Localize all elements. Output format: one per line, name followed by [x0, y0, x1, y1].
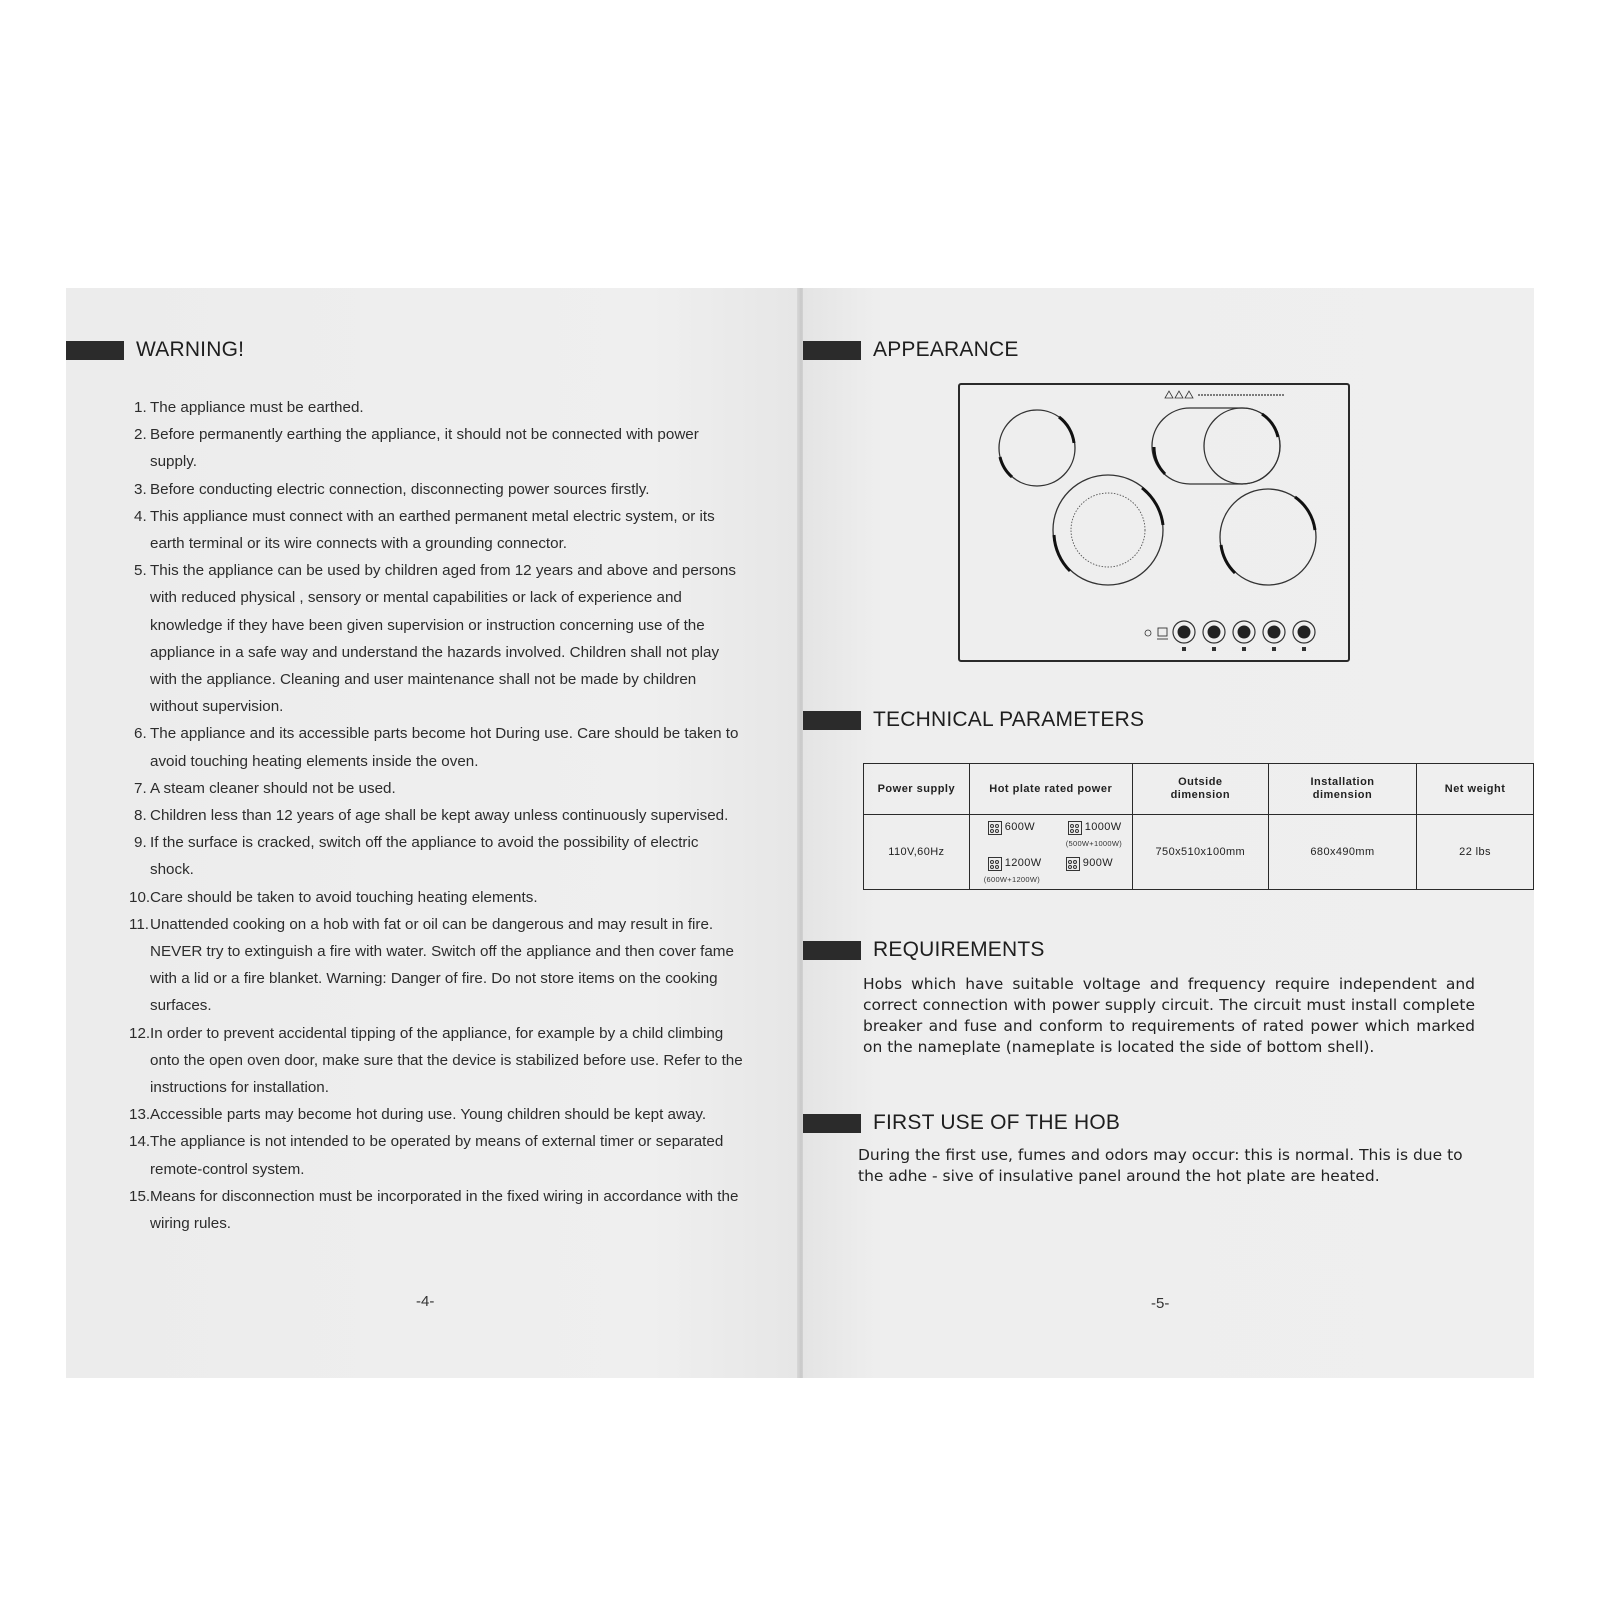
manual-spread [66, 288, 1534, 1378]
cooktop-drawing [960, 385, 1348, 660]
hob-zone-icon [988, 821, 1002, 835]
heading-bar [803, 711, 861, 730]
heading-bar [803, 341, 861, 360]
power-supply-value: 110V,60Hz [864, 815, 970, 890]
list-item: 12. In order to prevent accidental tipping of the appliance, for example by a child climbing onto the open oven door, make sure that the device is stabilized before use. Refer to the instructions for installation. [129, 1024, 743, 1097]
warning-list [129, 394, 744, 1237]
hot-plate-item: 1200W [988, 857, 1042, 871]
page-number: -4- [416, 1293, 435, 1310]
list-item: 5. This the appliance can be used by children aged from 12 years and above and persons with reduced physical , sensory or mental capabilities or lack of experience and knowledge if they have been given supervision or instruction concerning use of the appliance in a safe way and understand the hazards involved. Children shall not play with the appliance. Cleaning and user maintenance shall not be made by children without supervision. [134, 562, 736, 716]
header-hot-plate-power: Hot plate rated power [969, 764, 1132, 815]
hot-plate-item: 1000W [1068, 821, 1122, 835]
requirements-text: Hobs which have suitable voltage and frequency require independent and correct connection with power supply circuit. The circuit must install complete breaker and fuse and conform to requirements of rated power which marked on the nameplate (nameplate is located the side of bottom shell). [863, 975, 1475, 1056]
dual-burner-icon [1152, 408, 1280, 484]
control-panel [1145, 621, 1315, 651]
outside-dimension-value: 750x510x100mm [1132, 815, 1268, 890]
list-item: 8. Children less than 12 years of age shall be kept away unless continuously supervised. [134, 807, 729, 825]
hot-plate-detail: (500W+1000W) [1065, 839, 1123, 848]
left-page [66, 288, 799, 1378]
first-use-heading: FIRST USE OF THE HOB [803, 1111, 1120, 1135]
cooktop-diagram [958, 383, 1350, 662]
list-item: 13. Accessible parts may become hot during use. Young children should be kept away. [129, 1106, 707, 1124]
table-header-row [864, 764, 1534, 815]
technical-parameters-table [863, 763, 1534, 890]
right-page [803, 288, 1534, 1378]
hot-plate-item: 600W [988, 821, 1035, 835]
list-item: 14. The appliance is not intended to be operated by means of external timer or separated remote-control system. [129, 1133, 724, 1178]
list-item: 1. The appliance must be earthed. [134, 399, 364, 416]
list-item: 15. Means for disconnection must be incorporated in the fixed wiring in accordance with the wiring rules. [129, 1187, 739, 1233]
burner-icon [999, 410, 1075, 486]
hot-plate-item: 900W [1066, 857, 1113, 871]
installation-dimension-value: 680x490mm [1268, 815, 1416, 890]
hot-plate-detail: (600W+1200W) [983, 875, 1041, 884]
technical-parameters-heading: TECHNICAL PARAMETERS [803, 708, 1144, 732]
header-outside-dimension: Outside dimension [1132, 764, 1268, 815]
page-number: -5- [1151, 1295, 1170, 1312]
header-power-supply: Power supply [864, 764, 970, 815]
heading-bar [803, 1114, 861, 1133]
list-item: 3. Before conducting electric connection, disconnecting power sources firstly. [134, 480, 650, 498]
list-item: 2. Before permanently earthing the appliance, it should not be connected with power supply. [134, 426, 699, 471]
header-net-weight: Net weight [1417, 764, 1534, 815]
hob-zone-icon [1068, 821, 1082, 835]
burner-icon [1220, 489, 1316, 585]
hob-zone-icon [988, 857, 1002, 871]
table-row [864, 815, 1534, 890]
list-item: 7. A steam cleaner should not be used. [134, 779, 396, 797]
list-item: 10. Care should be taken to avoid touching heating elements. [129, 888, 538, 906]
requirements-heading: REQUIREMENTS [803, 938, 1045, 962]
list-item: 6. The appliance and its accessible parts become hot During use. Care should be taken to avoid touching heating elements inside the oven. [134, 725, 739, 770]
warning-mark-icon [1165, 391, 1284, 398]
heading-bar [803, 941, 861, 960]
list-item: 4. This appliance must connect with an earthed permanent metal electric system, or its earth terminal or its wire connects with a grounding connector. [134, 507, 715, 553]
first-use-text: During the first use, fumes and odors may occur: this is normal. This is due to the adhe - sive of insulative panel around the hot plate are heated. [858, 1146, 1463, 1185]
net-weight-value: 22 lbs [1417, 815, 1534, 890]
large-burner-icon [1053, 475, 1163, 585]
heading-bar [66, 341, 124, 360]
warning-heading: WARNING! [66, 338, 244, 362]
appearance-heading: APPEARANCE [803, 338, 1019, 362]
list-item: 11. Unattended cooking on a hob with fat or oil can be dangerous and may result in fire. NEVER try to extinguish a fire with water. Switch off the appliance and then cover fame with a lid or a fire blanket. Warning: Danger of fire. Do not store items on the cooking surfaces. [129, 915, 734, 1015]
hob-zone-icon [1066, 857, 1080, 871]
header-installation-dimension: Installation dimension [1268, 764, 1416, 815]
hot-plate-power-cell [969, 815, 1132, 890]
list-item: 9. If the surface is cracked, switch off the appliance to avoid the possibility of electric shock. [134, 834, 699, 879]
